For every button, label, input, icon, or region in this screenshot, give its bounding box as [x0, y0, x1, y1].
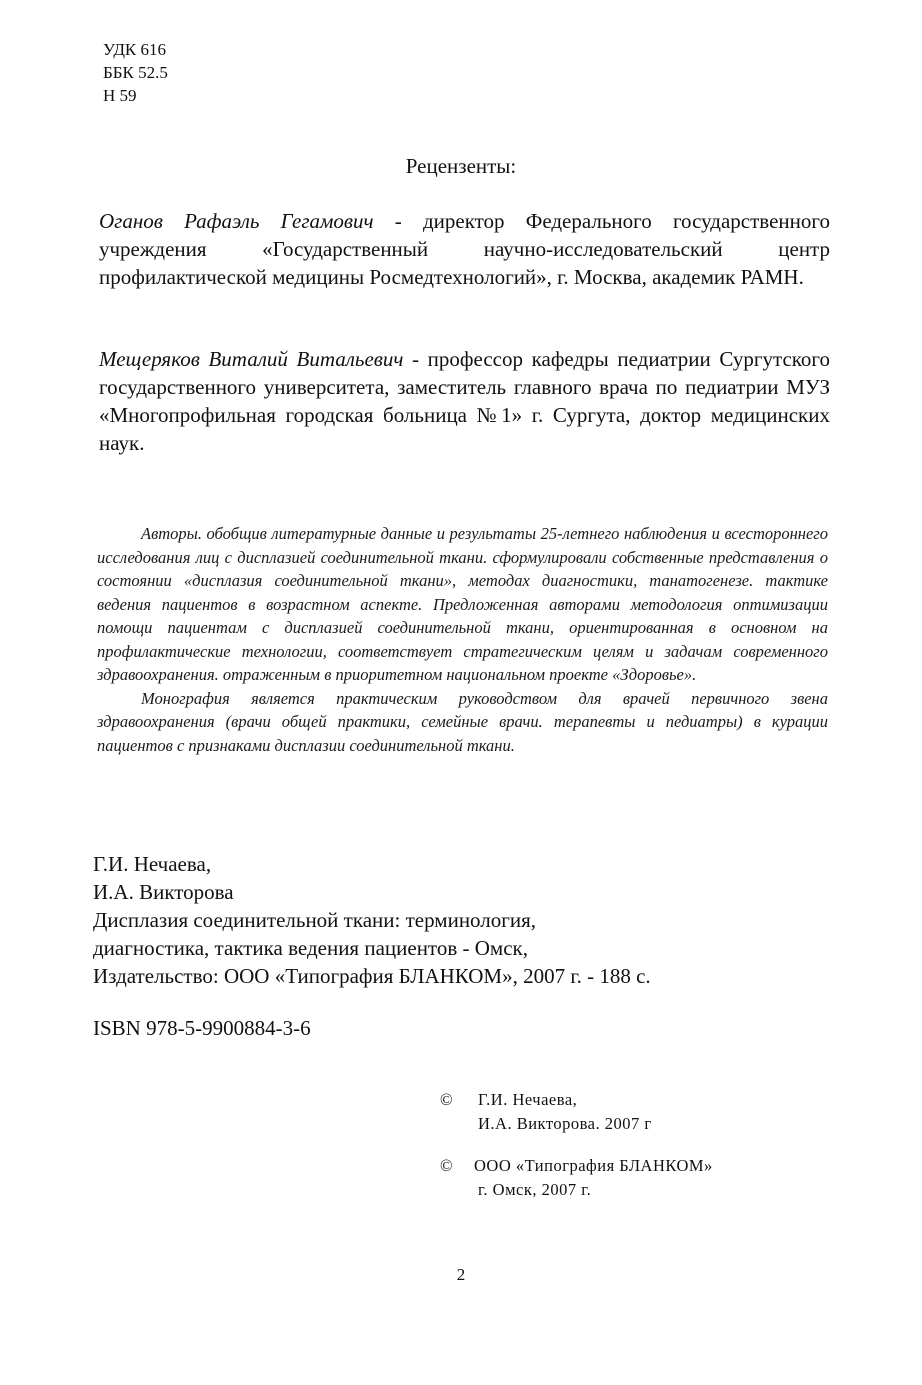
reviewer-name: Оганов Рафаэль Гегамович [99, 209, 374, 233]
reviewer-name: Мещеряков Виталий Витальевич [99, 347, 404, 371]
annotation [97, 522, 828, 757]
biblio-author-2: И.А. Викторова [93, 880, 234, 904]
classification-codes [103, 38, 168, 107]
page-number: 2 [456, 1265, 466, 1284]
annotation-paragraph-1: Авторы. обобщив литературные данные и результаты 25-летнего наблюдения и всестороннего исследования лиц с дисплазией соединительной ткани. сформулировали собственные представления о состоянии «дисплазия соединительной ткани», методах диагностики, танатогенезе. тактике ведения пациентов в возрастном аспекте. Предложенная авторами методология оптимизации помощи пациентам с дисплазией соединительной ткани, ориентированная в основном на профилактические технологии, соответствует стратегическим целям и задачам современного здравоохранения. отраженным в приоритетном национальном проекте «Здоровье». [97, 524, 828, 684]
biblio-author-1: Г.И. Нечаева, [93, 852, 212, 876]
biblio-title-line-1: Дисплазия соединительной ткани: терминология, [93, 908, 537, 932]
copyright-line-2: г. Омск, 2007 г. [478, 1180, 592, 1199]
isbn: ISBN 978-5-9900884-3-6 [93, 1016, 311, 1040]
annotation-paragraph-2: Монография является практическим руководством для врачей первичного звена здравоохранения (врачи общей практики, семейные врачи. терапевты и педиатры) в курации пациентов с признаками дисплазии соединительной ткани. [97, 688, 828, 755]
copyright-symbol: © [440, 1156, 453, 1175]
udk-code: УДК 616 [103, 40, 167, 59]
copyright-symbol: © [440, 1090, 453, 1109]
reviewer-1 [99, 207, 830, 291]
reviewer-description: - профессор кафедры педиатрии Сургутского государственного университета, заместитель главного врача по педиатрии МУЗ «Многопрофильная городская больница №1» г. Сургута, доктор медицинских наук. [99, 347, 830, 455]
biblio-title-line-2: диагностика, тактика ведения пациентов - Омск, [93, 936, 528, 960]
copyright-line-1: ООО «Типография БЛАНКОМ» [474, 1156, 713, 1175]
biblio-publisher: Издательство: ООО «Типография БЛАНКОМ», 2007 г. - 188 с. [93, 964, 651, 988]
copyright-publisher [440, 1154, 780, 1204]
copyright-line-1: Г.И. Нечаева, [478, 1090, 578, 1109]
reviewer-2 [99, 345, 830, 457]
reviewer-description: - директор Федерального государственного учреждения «Государственный научно-исследовательский центр профилактической медицины Росмедтехнологий», г. Москва, академик РАМН. [99, 209, 830, 289]
bibliographic-record [93, 850, 651, 990]
copyright-line-2: И.А. Викторова. 2007 г [478, 1114, 652, 1133]
author-code: Н 59 [103, 86, 137, 105]
copyright-authors [440, 1088, 740, 1138]
bbk-code: ББК 52.5 [103, 63, 168, 82]
reviewers-heading: Рецензенты: [405, 154, 517, 178]
